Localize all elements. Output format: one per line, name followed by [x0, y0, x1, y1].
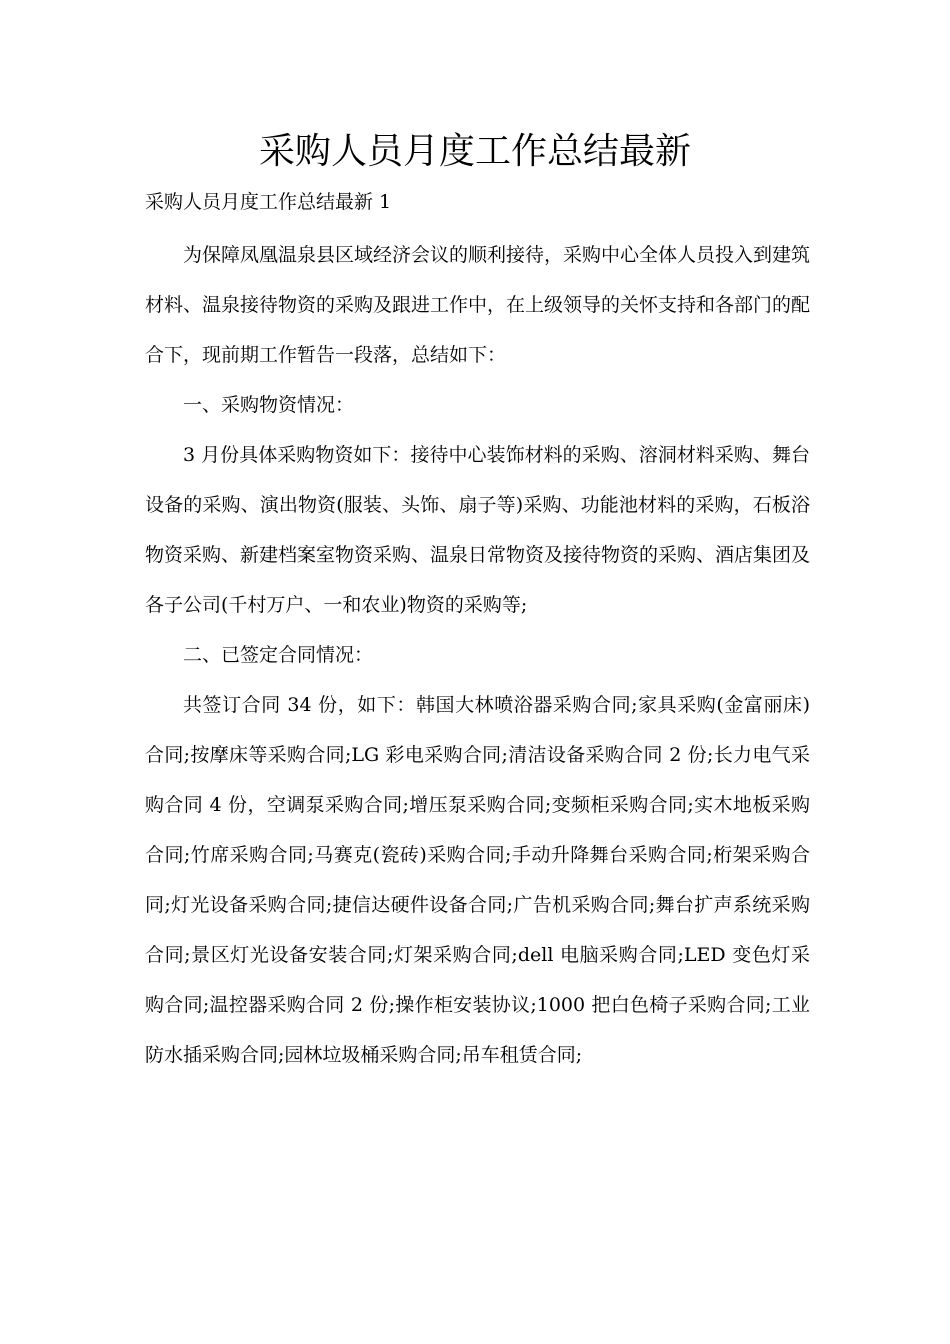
paragraph-materials: 3 月份具体采购物资如下：接待中心装饰材料的采购、溶洞材料采购、舞台设备的采购、演出物资(服装、头饰、扇子等)采购、功能池材料的采购，石板浴物资采购、新建档案室物资采购、温泉日常物资及接待物资的采购、酒店集团及各子公司(千村万户、一和农业)物资的采购等; [145, 444, 811, 616]
document-body [145, 230, 810, 1080]
document-title: 采购人员月度工作总结最新 [258, 131, 691, 172]
paragraph-contracts: 共签订合同 34 份，如下：韩国大林喷浴器采购合同;家具采购(金富丽床)合同;按摩床等采购合同;LG 彩电采购合同;清洁设备采购合同 2 份;长力电气采购合同 4 份，空调泵采购合同;增压泵采购合同;变频柜采购合同;实木地板采购合同;竹席采购合同;马赛克(瓷砖)采购合同;手动升降舞台采购合同;桁架采购合同;灯光设备采购合同;捷信达硬件设备合同;广告机采购合同;舞台扩声系统采购合同;景区灯光设备安装合同;灯架采购合同;dell 电脑采购合同;LED 变色灯采购合同;温控器采购合同 2 份;操作柜安装协议;1000 把白色椅子采购合同;工业防水插采购合同;园林垃圾桶采购合同;吊车租赁合同; [145, 694, 810, 1066]
section-heading-materials: 一、采购物资情况： [183, 394, 355, 416]
section-heading-contracts: 二、已签定合同情况： [183, 644, 374, 666]
document-subtitle: 采购人员月度工作总结最新 1 [145, 191, 392, 213]
paragraph-intro: 为保障凤凰温泉县区域经济会议的顺利接待，采购中心全体人员投入到建筑材料、温泉接待物资的采购及跟进工作中，在上级领导的关怀支持和各部门的配合下，现前期工作暂告一段落，总结如下： [145, 244, 811, 366]
